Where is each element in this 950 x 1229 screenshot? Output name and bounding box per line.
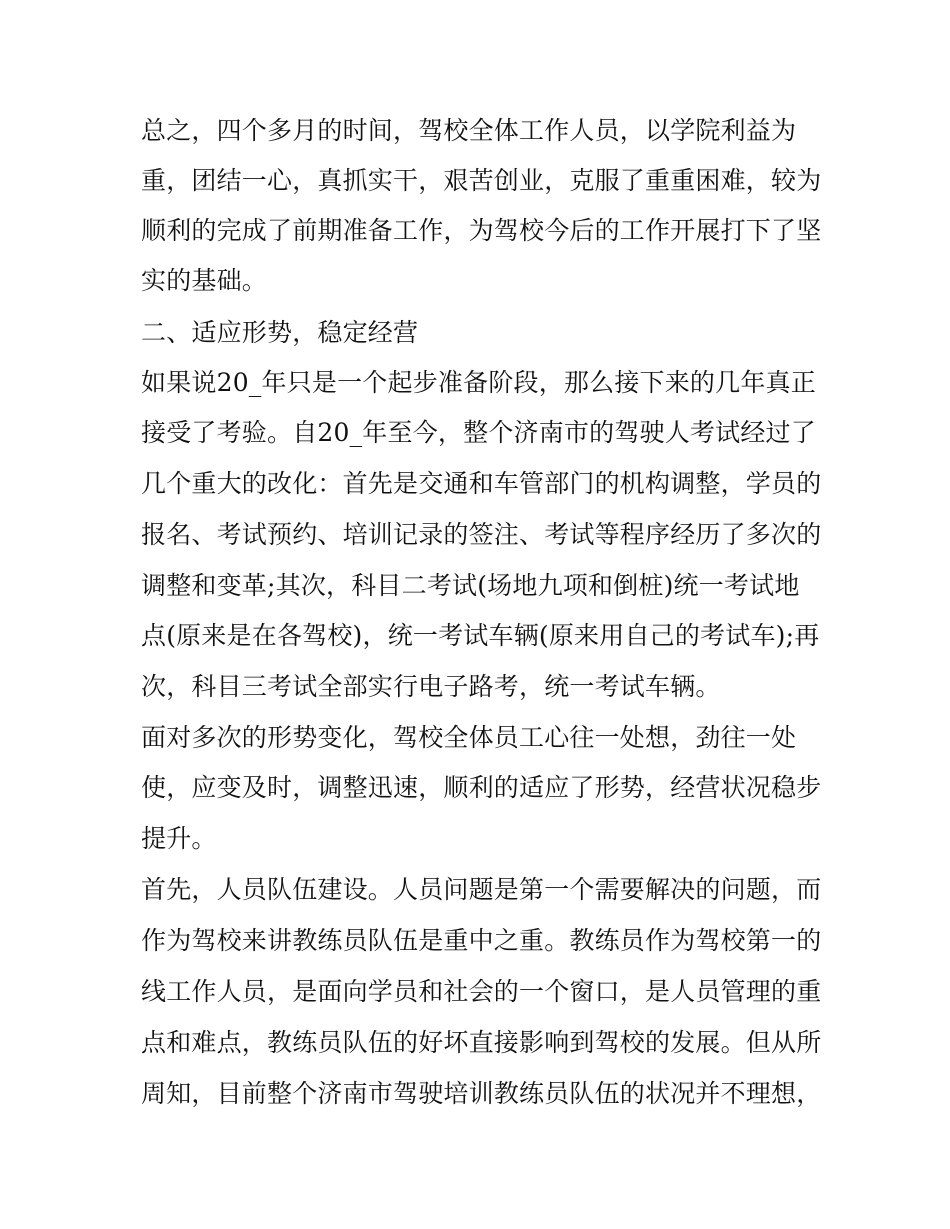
text-line: 几个重大的改化：首先是交通和车管部门的机构调整，学员的 bbox=[141, 469, 822, 498]
text-line: 作为驾校来讲教练员队伍是重中之重。教练员作为驾校第一的 bbox=[141, 926, 822, 955]
text-line: 调整和变革;其次，科目二考试(场地九项和倒桩)统一考试地 bbox=[141, 571, 800, 600]
text-line: 首先，人员队伍建设。人员问题是第一个需要解决的问题，而 bbox=[141, 875, 822, 904]
text-line: 点和难点，教练员队伍的好坏直接影响到驾校的发展。但从所 bbox=[141, 1028, 822, 1057]
text-line: 点(原来是在各驾校)，统一考试车辆(原来用自己的考试车);再 bbox=[141, 621, 820, 650]
text-line: 次，科目三考试全部实行电子路考，统一考试车辆。 bbox=[141, 672, 721, 701]
text-line: 提升。 bbox=[141, 824, 217, 853]
text-line: 线工作人员，是面向学员和社会的一个窗口，是人员管理的重 bbox=[141, 977, 822, 1006]
text-line: 总之，四个多月的时间，驾校全体工作人员，以学院利益为 bbox=[141, 116, 797, 145]
text-line: 使，应变及时，调整迅速，顺利的适应了形势，经营状况稳步 bbox=[141, 773, 822, 802]
text-line: 报名、考试预约、培训记录的签注、考试等程序经历了多次的 bbox=[141, 520, 822, 549]
text-line: 周知，目前整个济南市驾驶培训教练员队伍的状况并不理想， bbox=[141, 1079, 822, 1108]
text-line: 实的基础。 bbox=[141, 266, 268, 295]
text-line: 接受了考验。自20_年至今，整个济南市的驾驶人考试经过了 bbox=[141, 418, 816, 447]
section-heading: 二、适应形势，稳定经营 bbox=[141, 318, 419, 347]
text-line: 面对多次的形势变化，驾校全体员工心往一处想，劲往一处 bbox=[141, 723, 797, 752]
text-line: 如果说20_年只是一个起步准备阶段，那么接下来的几年真正 bbox=[141, 368, 816, 397]
text-line: 顺利的完成了前期准备工作，为驾校今后的工作开展打下了坚 bbox=[141, 216, 822, 245]
text-line: 重，团结一心，真抓实干，艰苦创业，克服了重重困难，较为 bbox=[141, 166, 822, 195]
